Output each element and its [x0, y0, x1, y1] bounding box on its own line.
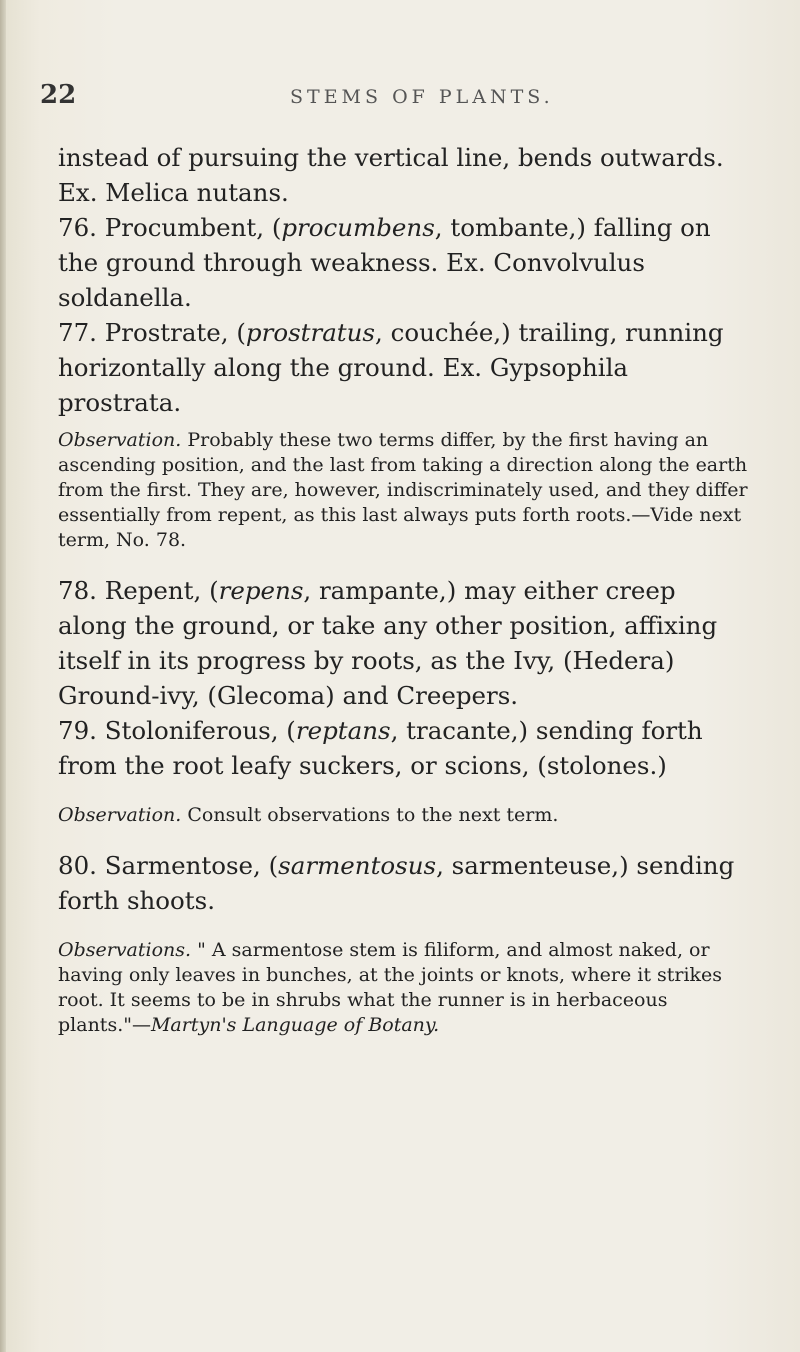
observation-label: Observation. [58, 804, 182, 826]
citation-source: Martyn's Language of Botany. [150, 1014, 440, 1036]
latin-term: sarmentosus [278, 851, 437, 880]
page-number: 22 [40, 80, 77, 110]
paragraph-continuation: instead of pursuing the vertical line, bends outwards. Ex. Melica nutans. [58, 143, 724, 207]
term-76: 76. Procumbent, (procumbens, tombante,) falling on the ground through weakness. Ex. Convolvulus soldanella. [58, 213, 711, 312]
running-head: STEMS OF PLANTS. [290, 86, 554, 108]
observation-note: Observation. Consult observations to the next term. [58, 804, 559, 826]
term-77: 77. Prostrate, (prostratus, couchée,) trailing, running horizontally along the ground. Ex. Gypsophila prostrata. [58, 318, 724, 417]
latin-term: reptans [295, 716, 391, 745]
latin-term: prostratus [245, 318, 376, 347]
observation-note: Observations. " A sarmentose stem is filiform, and almost naked, or having only leaves in bunches, at the joints or knots, where it strikes root. It seems to be in shrubs what the runner is in herbaceous plants."—Martyn's Language of Botany. [58, 939, 723, 1036]
observation-label: Observations. [58, 939, 192, 961]
latin-term: procumbens [281, 213, 435, 242]
observation-label: Observation. [58, 429, 182, 451]
latin-term: repens [218, 576, 304, 605]
term-80: 80. Sarmentose, (sarmentosus, sarmenteuse,) sending forth shoots. [58, 851, 735, 915]
page-content [58, 140, 752, 1038]
observation-note: Observation. Probably these two terms differ, by the first having an ascending position, and the last from taking a direction along the earth from the first. They are, however, indiscriminately used, and they differ essentially from repent, as this last always puts forth roots.—Vide next term, No. 78. [58, 429, 748, 551]
page-gutter [0, 0, 6, 1352]
term-78: 78. Repent, (repens, rampante,) may either creep along the ground, or take any other position, affixing itself in its progress by roots, as the Ivy, (Hedera) Ground-ivy, (Glecoma) and Creepers. [58, 576, 718, 710]
page-header [40, 80, 760, 114]
term-79: 79. Stoloniferous, (reptans, tracante,) sending forth from the root leafy suckers, or scions, (stolones.) [58, 716, 703, 780]
